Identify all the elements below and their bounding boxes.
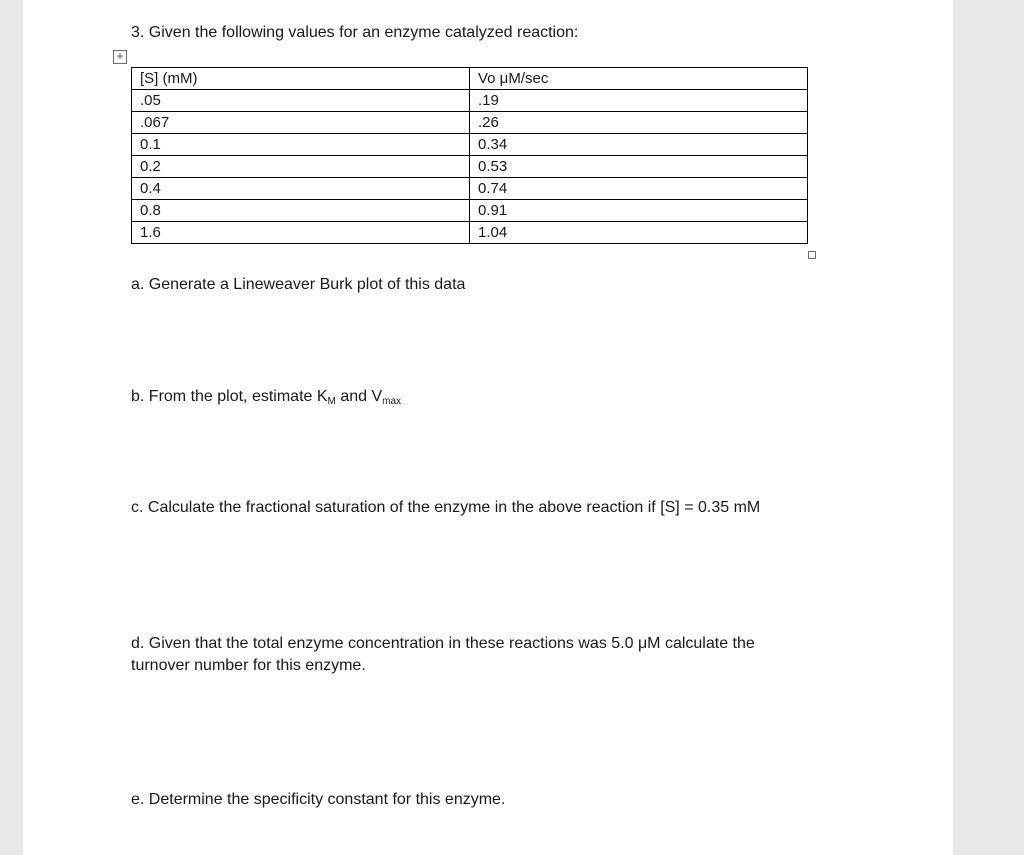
- part-d-line2: turnover number for this enzyme.: [131, 657, 366, 674]
- table-row: [132, 112, 808, 134]
- table-cell[interactable]: 1.6: [132, 222, 470, 244]
- header-cell-velocity[interactable]: Vo μM/sec: [470, 68, 808, 90]
- table-cell[interactable]: 0.1: [132, 134, 470, 156]
- table-cell[interactable]: 0.74: [470, 178, 808, 200]
- part-c-text: c. Calculate the fractional saturation of the enzyme in the above reaction if [S] = 0.35 mM: [131, 499, 761, 516]
- question-title: 3. Given the following values for an enzyme catalyzed reaction:: [131, 24, 579, 41]
- table-cell[interactable]: 0.8: [132, 200, 470, 222]
- table-row: [132, 200, 808, 222]
- part-b-prefix: b. From the plot, estimate K: [131, 388, 328, 405]
- table-row: [132, 134, 808, 156]
- data-table: [131, 67, 808, 244]
- table-resize-handle-icon[interactable]: [808, 251, 816, 259]
- table-cell[interactable]: 1.04: [470, 222, 808, 244]
- table-cell[interactable]: .19: [470, 90, 808, 112]
- table-cell[interactable]: 0.91: [470, 200, 808, 222]
- part-b-text: [131, 386, 401, 413]
- table-row: [132, 178, 808, 200]
- table-cell[interactable]: .05: [132, 90, 470, 112]
- table-row: [132, 156, 808, 178]
- part-d-line1: d. Given that the total enzyme concentration in these reactions was 5.0 μM calculate the: [131, 635, 755, 652]
- header-cell-substrate[interactable]: [S] (mM): [132, 68, 470, 90]
- table-move-handle-icon[interactable]: +: [113, 50, 127, 64]
- table-header-row: [132, 68, 808, 90]
- table-row: [132, 90, 808, 112]
- table-cell[interactable]: .26: [470, 112, 808, 134]
- km-subscript: M: [327, 396, 336, 407]
- vmax-subscript: max: [382, 396, 402, 407]
- table-row: [132, 222, 808, 244]
- part-a-text: a. Generate a Lineweaver Burk plot of this data: [131, 276, 466, 293]
- table-cell[interactable]: 0.4: [132, 178, 470, 200]
- table-cell[interactable]: 0.2: [132, 156, 470, 178]
- table-cell[interactable]: .067: [132, 112, 470, 134]
- table-cell[interactable]: 0.53: [470, 156, 808, 178]
- table-cell[interactable]: 0.34: [470, 134, 808, 156]
- part-b-middle: and V: [335, 388, 383, 405]
- part-e-text: e. Determine the specificity constant for this enzyme.: [131, 791, 506, 808]
